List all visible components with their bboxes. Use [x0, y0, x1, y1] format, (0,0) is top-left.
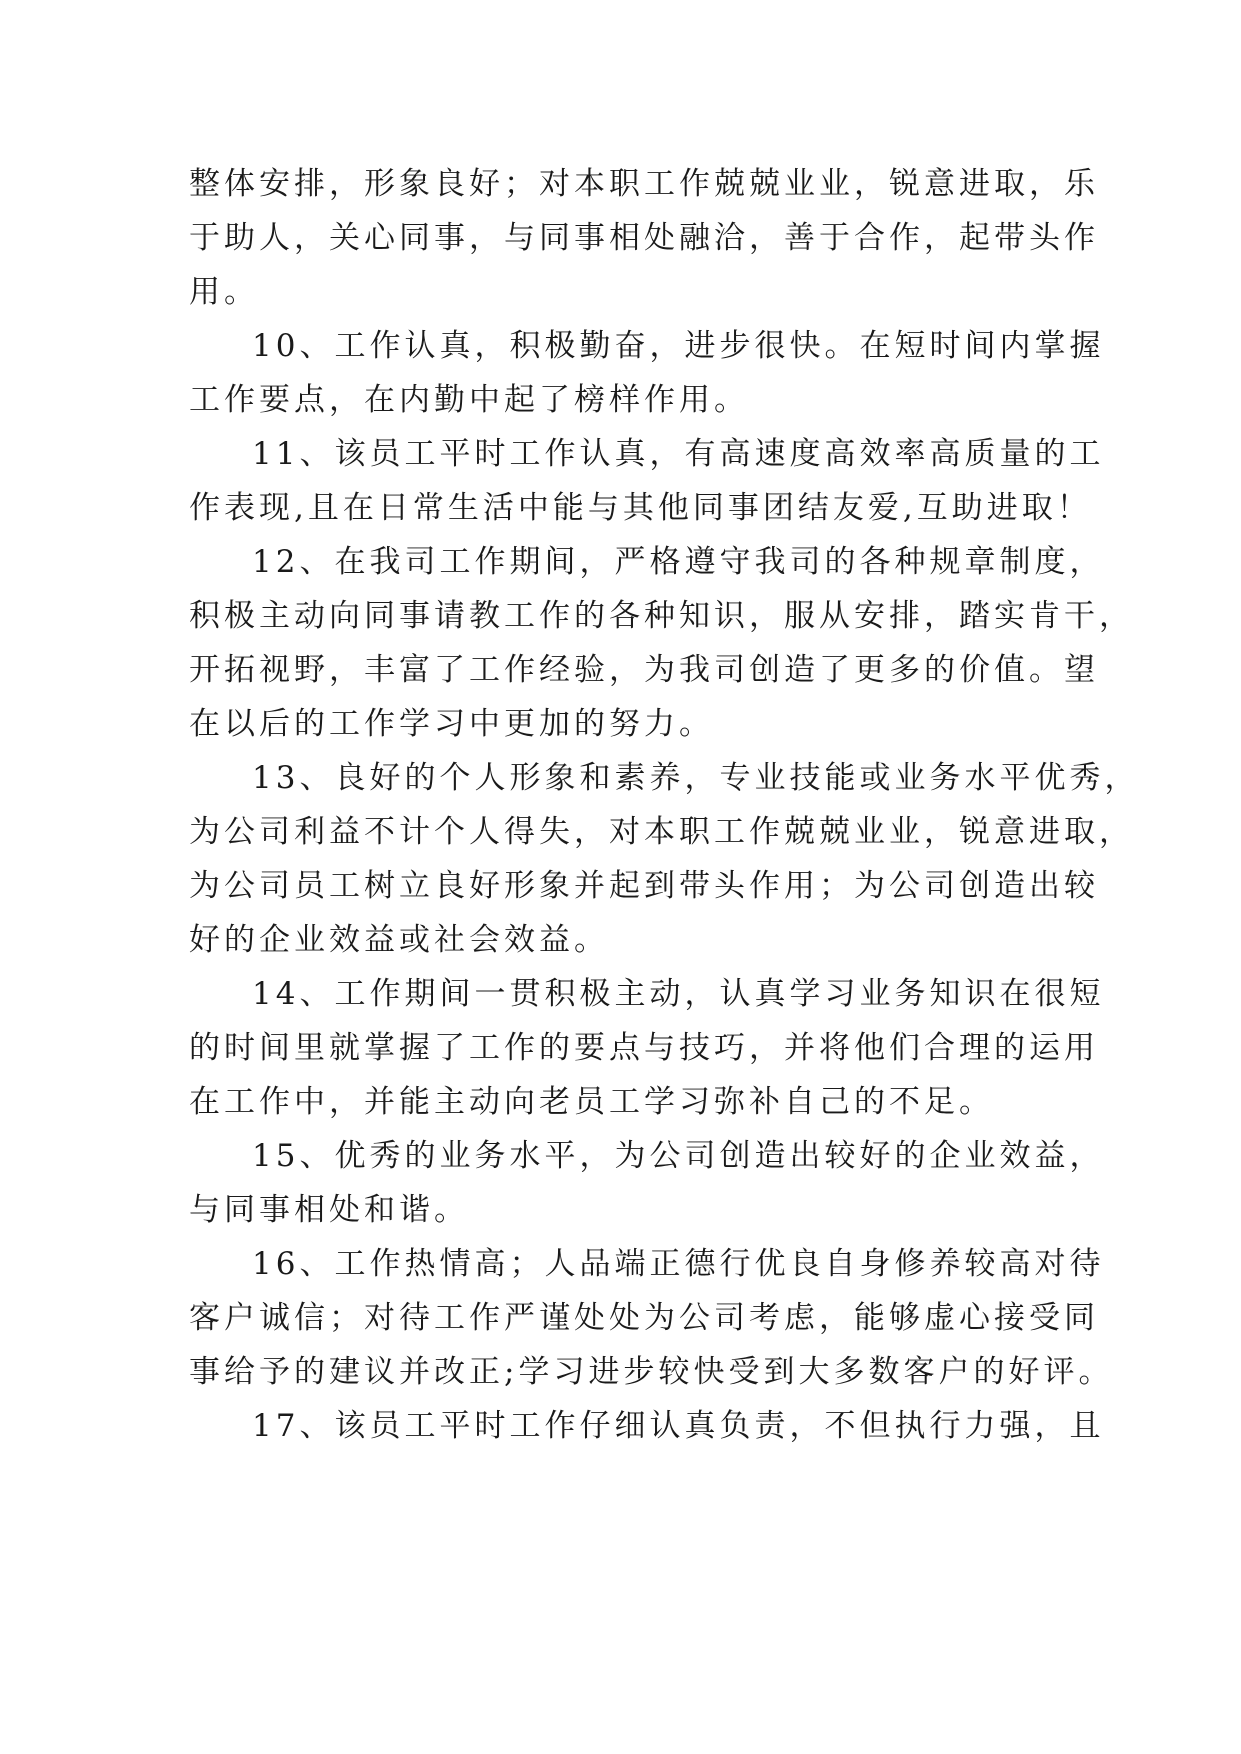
paragraph-line: 事给予的建议并改正;学习进步较快受到大多数客户的好评。	[189, 1354, 1114, 1390]
paragraph-line: 整体安排，形象良好；对本职工作兢兢业业，锐意进取，乐	[189, 166, 1099, 202]
paragraph-line: 为公司员工树立良好形象并起到带头作用；为公司创造出较	[189, 868, 1099, 904]
paragraph-line: 10、工作认真，积极勤奋，进步很快。在短时间内掌握	[252, 328, 1105, 364]
paragraph-line: 工作要点，在内勤中起了榜样作用。	[189, 382, 749, 418]
paragraph-line: 12、在我司工作期间，严格遵守我司的各种规章制度，	[252, 544, 1105, 580]
paragraph-line: 的时间里就掌握了工作的要点与技巧，并将他们合理的运用	[189, 1030, 1099, 1066]
paragraph-line: 为公司利益不计个人得失，对本职工作兢兢业业，锐意进取，	[189, 814, 1134, 850]
paragraph-line: 作表现,且在日常生活中能与其他同事团结友爱,互助进取！	[189, 490, 1092, 526]
paragraph-line: 与同事相处和谐。	[189, 1192, 469, 1228]
paragraph-line: 14、工作期间一贯积极主动，认真学习业务知识在很短	[252, 976, 1105, 1012]
paragraph-line: 13、良好的个人形象和素养，专业技能或业务水平优秀，	[252, 760, 1140, 796]
paragraph-line: 积极主动向同事请教工作的各种知识，服从安排，踏实肯干，	[189, 598, 1134, 634]
paragraph-line: 在以后的工作学习中更加的努力。	[189, 706, 714, 742]
paragraph-line: 开拓视野，丰富了工作经验，为我司创造了更多的价值。望	[189, 652, 1099, 688]
paragraph-line: 客户诚信；对待工作严谨处处为公司考虑，能够虚心接受同	[189, 1300, 1099, 1336]
paragraph-line: 用。	[189, 274, 259, 310]
paragraph-line: 在工作中，并能主动向老员工学习弥补自己的不足。	[189, 1084, 994, 1120]
paragraph-line: 11、该员工平时工作认真，有高速度高效率高质量的工	[252, 436, 1105, 472]
paragraph-line: 17、该员工平时工作仔细认真负责，不但执行力强，且	[252, 1408, 1105, 1444]
paragraph-line: 于助人，关心同事，与同事相处融洽，善于合作，起带头作	[189, 220, 1099, 256]
paragraph-line: 15、优秀的业务水平，为公司创造出较好的企业效益，	[252, 1138, 1105, 1174]
paragraph-line: 16、工作热情高；人品端正德行优良自身修养较高对待	[252, 1246, 1105, 1282]
paragraph-line: 好的企业效益或社会效益。	[189, 922, 609, 958]
